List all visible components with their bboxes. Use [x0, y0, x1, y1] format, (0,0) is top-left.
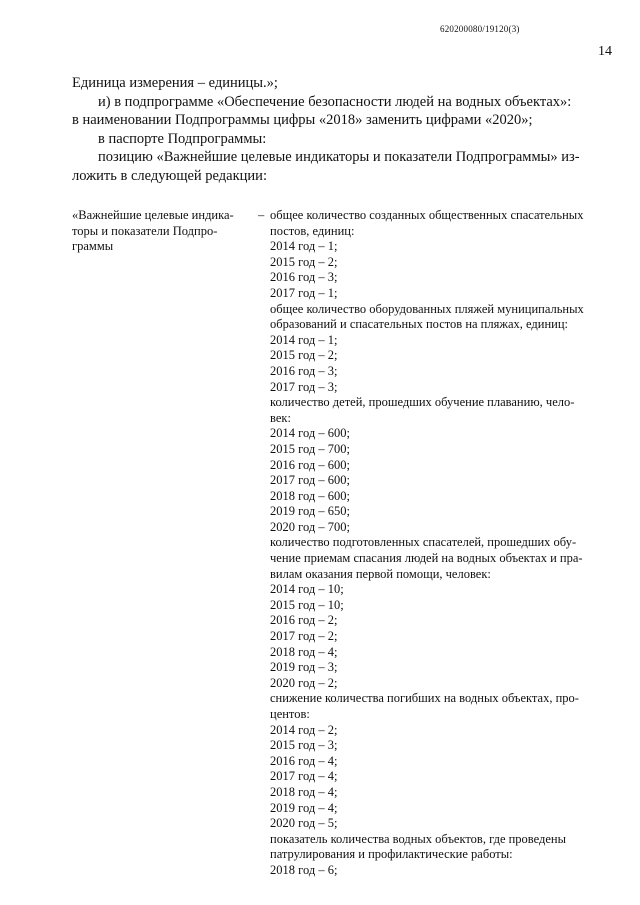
indicator-line: 2015 год – 2; [270, 254, 338, 269]
indicator-line: 2014 год – 600; [270, 426, 350, 441]
intro-line: позицию «Важнейшие целевые индикаторы и показатели Подпрограммы» из- [98, 149, 580, 166]
indicators-label [72, 208, 247, 255]
indicator-line: общее количество оборудованных пляжей муниципальных [270, 301, 584, 316]
indicator-line: 2019 год – 650; [270, 504, 350, 519]
indicator-line: 2014 год – 10; [270, 582, 344, 597]
indicator-line: 2018 год – 600; [270, 488, 350, 503]
indicator-line: общее количество созданных общественных спасательных [270, 208, 584, 222]
indicator-line: 2018 год – 4; [270, 784, 338, 799]
indicator-line: чение приемам спасания людей на водных объектах и пра- [270, 551, 583, 566]
intro-line: Единица измерения – единицы.»; [72, 75, 278, 91]
indicator-line: 2016 год – 3; [270, 270, 338, 285]
indicator-line: 2020 год – 5; [270, 816, 338, 831]
indicator-line: 2015 год – 3; [270, 738, 338, 753]
indicator-line: центов: [270, 707, 310, 721]
indicator-line: 2019 год – 3; [270, 660, 338, 675]
intro-line: в наименовании Подпрограммы цифры «2018» заменить цифрами «2020»; [72, 112, 533, 129]
indicator-line: век: [270, 410, 291, 425]
intro-text [72, 74, 602, 186]
indicator-line: 2015 год – 700; [270, 441, 350, 456]
dash-separator: – [258, 208, 265, 222]
indicator-line: 2016 год – 2; [270, 613, 338, 628]
indicator-line: постов, единиц: [270, 223, 355, 238]
indicator-line: 2017 год – 1; [270, 285, 338, 300]
indicator-line: 2016 год – 3; [270, 363, 338, 378]
indicator-line: 2018 год – 4; [270, 644, 338, 659]
indicator-line: количество детей, прошедших обучение плаванию, чело- [270, 395, 575, 410]
indicator-line: 2016 год – 600; [270, 457, 350, 472]
indicator-line: 2015 год – 10; [270, 597, 344, 612]
indicator-line: 2019 год – 4; [270, 800, 338, 815]
indicator-line: образований и спасательных постов на пляжах, единиц: [270, 317, 569, 332]
label-line: «Важнейшие целевые индика- [72, 208, 234, 222]
indicator-line: 2020 год – 700; [270, 519, 350, 534]
indicator-line: 2020 год – 2; [270, 675, 338, 690]
page-number: 14 [598, 44, 612, 59]
indicator-line: 2017 год – 2; [270, 629, 338, 644]
indicator-line: 2017 год – 3; [270, 379, 338, 394]
intro-line: и) в подпрограмме «Обеспечение безопасности людей на водных объектах»: [98, 93, 572, 110]
indicators-values [270, 208, 604, 879]
document-number: 620200080/19120(3) [440, 24, 520, 34]
indicator-line: показатель количества водных объектов, где проведены [270, 831, 567, 846]
indicator-line: 2014 год – 1; [270, 239, 338, 254]
indicator-line: снижение количества погибших на водных объектах, про- [270, 691, 579, 706]
indicator-line: 2015 год – 2; [270, 348, 338, 363]
indicator-line: 2014 год – 1; [270, 332, 338, 347]
indicator-line: количество подготовленных спасателей, прошедших обу- [270, 535, 577, 550]
label-line: граммы [72, 239, 114, 254]
label-line: торы и показатели Подпро- [72, 223, 218, 238]
indicator-line: 2014 год – 2; [270, 722, 338, 737]
indicator-line: 2016 год – 4; [270, 753, 338, 768]
intro-line: ложить в следующей редакции: [72, 167, 267, 184]
indicator-line: 2018 год – 6; [270, 862, 338, 877]
indicator-line: 2017 год – 4; [270, 769, 338, 784]
indicator-line: 2017 год – 600; [270, 473, 350, 488]
intro-line: в паспорте Подпрограммы: [98, 130, 267, 147]
indicator-line: вилам оказания первой помощи, человек: [270, 566, 491, 581]
indicator-line: патрулирования и профилактические работы: [270, 847, 513, 862]
